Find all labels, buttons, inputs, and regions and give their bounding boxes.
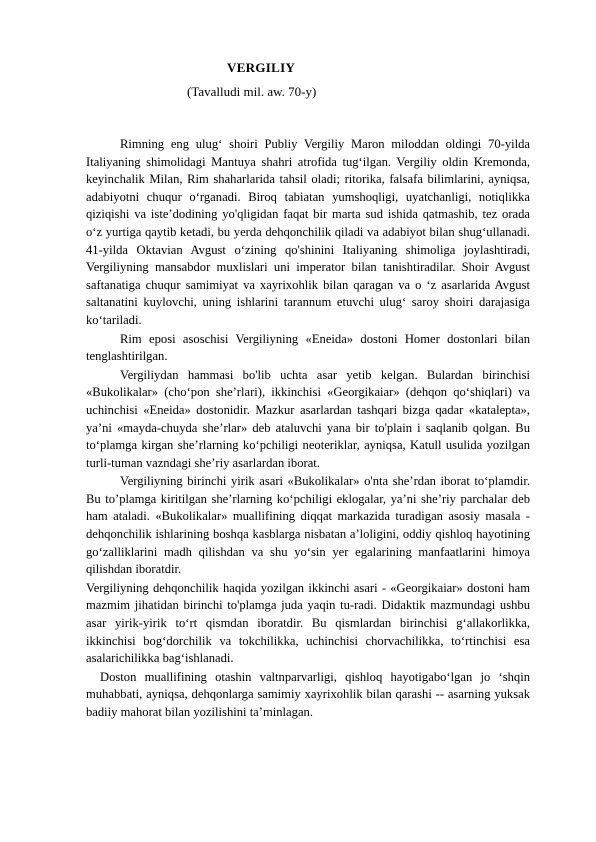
paragraph-bukolikalar: Vergiliyning birinchi yirik asari «Bukolikalar» o'nta she’rdan iborat to‘plamdir. Bu to’plamga kiritilgan she’rlarning ko‘pchiligi eklogalar, ya’ni she’riy parchalar deb ham ataladi. «Bukolikalar» muallifining diqqat markazida turadigan asosiy masala - dehqonchilik ishlarining boshqa kasblarga nisbatan a’loligini, oddiy qishloq hayotining go‘zalliklarini madh qilishdan va shu yo‘sin yer egalarining manfaatlarini himoya qilishdan iboratdir. — [86, 474, 530, 577]
paragraph-georgikaiar: Vergiliyning dehqonchilik haqida yozilgan ikkinchi asari - «Georgikaiar» dostoni ham mazmim jihatidan birinchi to'plamga juda yaqin tu-radi. Didaktik mazmundagi ushbu asar yirik-yirik to‘rt qismdan iboratdir. Bu qismlardan birinchisi g‘allakorlikka, ikkinchisi bog‘dorchilik va tokchilikka, uchinchisi chorvachilikka, to‘rtinchisi esa asalarichilikka bag‘ishlanadi. — [86, 580, 530, 666]
paragraph-three-works: Vergiliydan hammasi bo'lib uchta asar yetib kelgan. Bulardan birinchisi «Bukolikalar» (cho‘pon she’rlari), ikkinchisi «Georgikaiar» (dehqon qo‘shiqlari) va uchinchisi «Eneida» dostonidir. Mazkur asarlardan tashqari bizga qadar «katalepta», ya’ni «mayda-chuyda she’rlar» deb ataluvchi yana bir to'plain i saqlanib qolgan. Bu to‘plamga kirgan she’rlarning ko‘pchiligi neoteriklar, ayniqsa, Katull usulida yozilgan turli-tuman vazndagi she’riy asarlardan iborat. — [86, 367, 530, 470]
page-title: VERGILIY — [227, 60, 296, 75]
paragraph-conclusion: Doston muallifining otashin valtnparvarligi, qishloq hayotigabo‘lgan jo ‘shqin muhabbati, ayniqsa, dehqonlarga samimiy xayrixohlik bilan qarashi -- asarning yuksak badiiy mahorat bilan yozilishini ta’minlagan. — [86, 669, 530, 719]
page-subtitle: (Tavalludi mil. aw. 70-y) — [187, 84, 317, 99]
document-body — [86, 136, 530, 723]
paragraph-biography: Rimning eng ulug‘ shoiri Publiy Vergiliy Maron miloddan oldingi 70-yilda Italiyaning shimolidagi Mantuya shahri atrofida tug‘ilgan. Vergiliy oldin Kremonda, keyinchalik Milan, Rim shaharlarida tahsil oladi; ritorika, falsafa bilimlarini, ayniqsa, adabiyotni chuqur o‘rganadi. Biroq tabiatan yumshoqligi, uyatchanligi, notiqlikka qiziqishi va iste’dodining yo'qligidan faqat bir marta sud ishida qatmashib, tez orada o‘z yurtiga qaytib ketadi, bu yerda dehqonchilik qiladi va adabiyot bilan shug‘ullanadi. 41-yilda Oktavian Avgust o‘zining qo'shinini Italiyaning shimoliga joylashtiradi, Vergiliyning mansabdor muxlislari uni imperator bilan tanishtiradilar. Shoir Avgust saftanatiga chuqur samimiyat va xayrixohlik bilan qaragan va o ‘z asarlarida Avgust saltanatini kuylovchi, uning ishlarini tarannum etuvchi ulug‘ saroy shoiri darajasiga ko‘tariladi. — [86, 137, 530, 327]
paragraph-eneida-epic: Rim eposi asoschisi Vergiliyning «Eneida» dostoni Homer dostonlari bilan tenglashtirilgan. — [86, 331, 530, 364]
